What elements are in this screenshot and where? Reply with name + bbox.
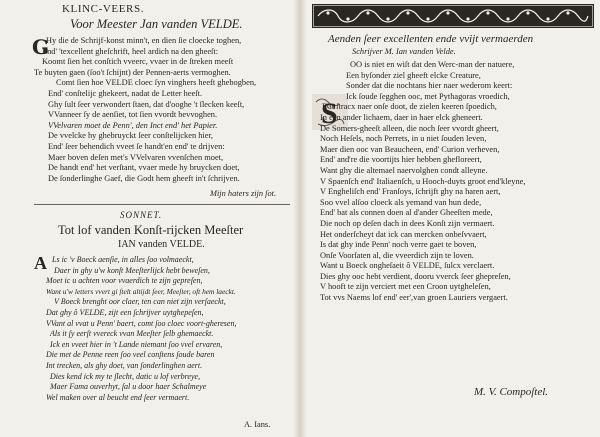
poem-line: VVant al vvat u Penn' baert, comt ſoo cloec voort-gheresen, — [46, 318, 237, 328]
ode-poem — [320, 60, 594, 304]
poem-line: Koomt ſien het conſtich vveerc, vvaer in de ſtreken meeſt — [42, 57, 234, 67]
poem-line: Want u Boeck ongheſaeit ô VELDE, ſulcx verclaert. — [320, 261, 495, 271]
poem-line: Dies ghy ooc hebt verdient, dooru vverck ſeer ghepreſen, — [320, 271, 511, 281]
poem-line: Int trecken, als ghy doet, van ſonderlinghen aert. — [46, 360, 203, 370]
klinc-drop-cap: G — [32, 35, 50, 59]
poem-line: Die met de Penne reen ſoo veel conſtens ſoude baren — [46, 350, 215, 360]
poem-line: OO is niet en wiſt dat den Werc-man der natuere, — [350, 60, 515, 69]
poem-line: Maer boven deſen met's VVelvaren vvenſchen moet, — [48, 152, 224, 162]
poem-line: Is dat ghy inde Penn' noch verre gaet te boven, — [320, 240, 477, 250]
poem-line: Als it ſy eerſt vvereck vvan Meeſter ſelb ghemaeckt. — [50, 329, 214, 339]
poem-line: Hy die de Schrijf-konst minn't, en dien ſie cloecke toghen, — [46, 36, 242, 45]
ode-title: Aenden ſeer excellenten ende vvijt vermaerden — [328, 33, 534, 45]
poem-line: Een byſonder ziel gheeft elcke Creature, — [346, 70, 481, 80]
poem-line: Maer dien ooc van Beaucheen, end' Curion verheven, — [320, 144, 500, 154]
poem-line: Het onderſcheyt dat ick can mercken onbeſvvaert, — [320, 229, 487, 239]
poem-line: In een ander lichaem, daer in haer elck gheneert. — [320, 112, 483, 122]
poem-line: De ſonderlinghe Gaef, die Godt hem gheeft in't ſchrijven. — [48, 173, 240, 183]
sonnet-signature: A. Ians. — [244, 420, 271, 429]
poem-line: Maer Fama ouverhyt, ſal u door haer Schalmeye — [50, 382, 207, 392]
poem-line: Te buyten gaen (ſoo't ſchijnt) der Pennen-aerts vermoghen. — [34, 67, 231, 77]
poem-line: End' and're die voortijts hier hebben ghefloreert, — [320, 155, 482, 165]
klinc-veers-heading: KLINC-VEERS. — [62, 3, 145, 15]
klinc-dedication: Voor Meester Jan vanden VELDE. — [70, 17, 243, 31]
poem-line: De Somers-gheeſt alleen, die noch ſeer vvordt gheert, — [320, 123, 499, 133]
poem-line: Onſe Voorſaten al, die vveerdich zijn te loven. — [320, 250, 474, 260]
poem-line: V Engheliſch end' Franſoys, ſchrijft ghy na haren aert, — [320, 187, 501, 197]
sonnet-poem — [46, 255, 286, 403]
poem-line: Soo vvel alſoo cloeck als yemand van hun dede, — [320, 197, 482, 207]
poem-line: Sonder dat die nochtans hier naer wederom keert: — [346, 81, 513, 91]
poem-line: End' 'texcellent gheſchrift, heel ardich na den gheeſt: — [42, 46, 219, 56]
poem-line: Want ghy die altemael naervolghen condt alleyne. — [320, 165, 488, 175]
poem-line: End' conſtelijc ghekeert, nadat de Letter heeſt. — [48, 88, 203, 98]
poem-line: V hooft te zijn verciert met een Croon uytgheleſen, — [320, 282, 491, 292]
poem-line: Ick ſoude ſegghen ooc, met Pythagoras vroedich, — [346, 91, 510, 101]
section-divider — [34, 204, 290, 205]
poem-line: Noch Heſels, noch Perrets, in u niet ſouden leven, — [320, 134, 487, 144]
poem-line: Dat ſtracx naer onſe doot, de zielen keeren ſpoedich, — [322, 102, 497, 112]
sonnet-title: Tot lof vanden Konſt-rijcken Meeſter — [58, 223, 244, 237]
klinc-poem — [34, 36, 292, 184]
sonnet-subtitle: IAN vanden VELDE. — [118, 239, 205, 250]
poem-line: Comt ſien hoe VELDE cloec ſyn vinghers heeft ghebogben, — [56, 78, 257, 88]
poem-line: Die noch op deſen dach in dees Konſt zijn vermaert. — [320, 218, 495, 228]
poem-line: De handt end' het verſtant, vvaer mede hy bruycken doet, — [48, 163, 240, 173]
poem-line: End' bat als connen doen al d'ander Gheeſten mede, — [320, 208, 493, 218]
klinc-motto: Mijn haters zijn ſot. — [210, 189, 277, 198]
poem-line: Wel maken over al beucht end ſeer vermaert. — [46, 392, 190, 402]
poem-line: Daer in ghy u'w konſt Meeſterlijck hebt beweſen, — [54, 265, 210, 275]
poem-line: Moet ic u achten voor vvaerdich te zijn gepreſen, — [46, 276, 203, 286]
poem-line: De vvelcke hy ghebruyckt ſeer conſtelijcken hier, — [48, 131, 214, 141]
poem-line: Dat ghy ô VELDE, zijt een ſchrijver uytghepeſen, — [46, 307, 204, 317]
poem-line: VVelvaren moet de Penn', den Inct end' het Papier. — [48, 120, 218, 130]
poem-line: Ghy ſult ſeer verwondert ſtaen, dat d'ooghe 't ſlecken keeſt, — [48, 99, 245, 109]
poem-line: Tot vvs Naems lof end' eer',van groen Lauriers vergaert. — [320, 293, 508, 303]
poem-line: Dies kend ick my te ſlecht, datic u lof verbreye, — [50, 371, 201, 381]
poem-line: End' ſeer behendich vveet ſe handt'en end' te drijven: — [48, 141, 225, 151]
svg-text:S: S — [321, 97, 338, 130]
ornamental-border-icon — [312, 4, 594, 28]
sonnet-drop-cap: A — [34, 253, 47, 273]
poem-line: Ls ic 'v Boeck aenſie, in alles ſoo volmaeckt, — [52, 255, 194, 264]
ode-byline: Schrijver M. Ian vanden Velde. — [352, 47, 456, 56]
sonnet-heading: SONNET. — [120, 210, 163, 220]
book-gutter — [293, 0, 307, 437]
poem-line: V Spaenſch end' Italiaenſch, u Hooch-duyts groot end'kleyne, — [320, 176, 526, 186]
poem-line: Ick en vveet hier in 't Lande niemant ſoo vvel ervaren, — [50, 339, 223, 349]
poem-line: VVanneer ſy de aenſiet, tot ſien vvordt bevvoghen. — [48, 110, 218, 120]
poem-line: V Boeck brenght oor claer, ten can niet zijn verſaeckt, — [54, 297, 226, 307]
poem-line: Want u'w letters vvert gi ſtelt altijdt ſeer, Meeſter, oft hem laeckt. — [46, 286, 236, 296]
ode-signature: M. V. Compoſtel. — [474, 386, 549, 398]
